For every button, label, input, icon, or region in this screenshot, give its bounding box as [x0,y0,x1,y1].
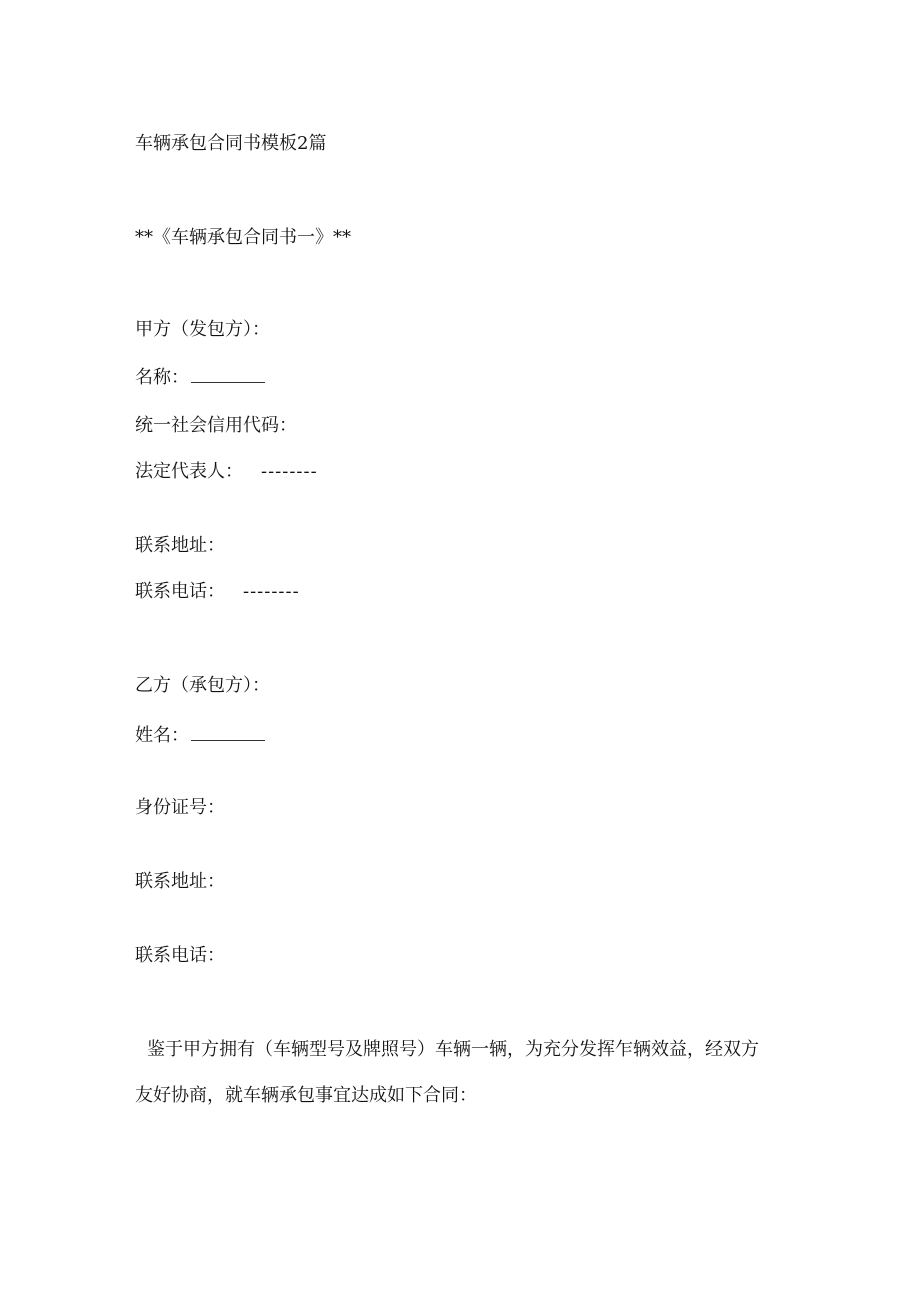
party-a-legal-rep-value: -------- [261,461,318,482]
party-b-heading: 乙方（承包方）： [135,675,270,696]
document-title: 车辆承包合同书模板2篇 [135,133,327,154]
party-b-name-row [135,724,265,748]
party-a-name-blank [191,366,265,383]
party-a-credit-code-label: 统一社会信用代码： [135,415,297,436]
intro-paragraph-line-2: 友好协商，就车辆承包事宜达成如下合同： [135,1085,477,1106]
intro-paragraph-line-1: 鉴于甲方拥有（车辆型号及牌照号）车辆一辆，为充分发挥乍辆效益，经双方 [147,1039,759,1060]
party-a-legal-rep-label: 法定代表人： [135,461,243,482]
party-b-name-label: 姓名： [135,725,189,746]
party-a-address-label: 联系地址： [135,535,225,556]
party-a-heading: 甲方（发包方）： [135,319,270,340]
contract-subtitle: **《车辆承包合同书一》** [135,227,351,248]
party-a-phone-row [135,580,300,604]
party-a-phone-label: 联系电话： [135,581,225,602]
party-a-name-row [135,366,265,390]
party-b-name-blank [191,724,265,741]
party-a-phone-value: -------- [243,581,300,602]
party-a-name-label: 名称： [135,367,189,388]
party-a-legal-rep-row [135,460,318,484]
party-b-address-label: 联系地址： [135,871,225,892]
party-b-phone-label: 联系电话： [135,945,225,966]
party-b-id-label: 身份证号： [135,797,225,818]
